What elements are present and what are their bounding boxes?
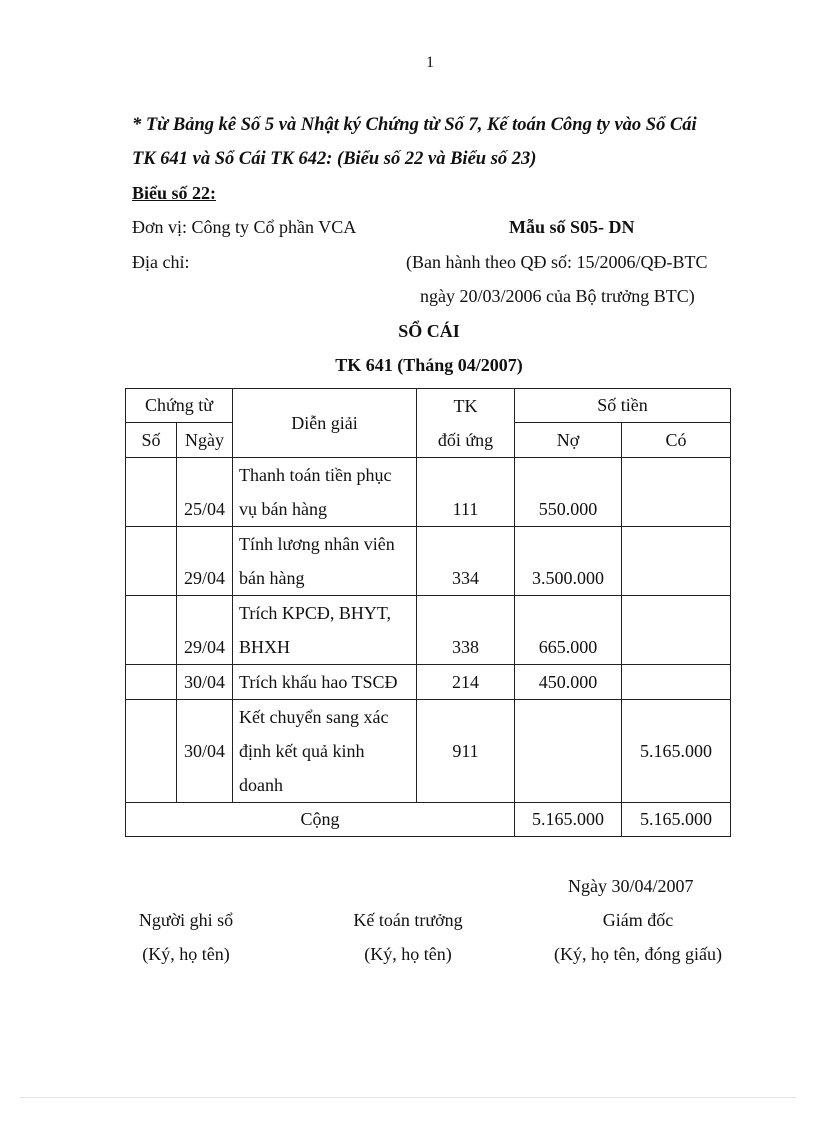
address-label: Địa chỉ: (132, 252, 190, 272)
intro-line-1: * Từ Bảng kê Số 5 và Nhật ký Chứng từ Số 7, Kế toán Công ty vào Sổ Cái (132, 115, 697, 135)
header-account-bottom: đối ứng (437, 430, 494, 450)
row-credit (622, 596, 731, 665)
row-debit: 450.000 (515, 665, 622, 700)
decree-line-1: (Ban hành theo QĐ số: 15/2006/QĐ-BTC (406, 252, 708, 272)
row-debit: 3.500.000 (515, 527, 622, 596)
chief-accountant-title: Kế toán trưởng (353, 910, 463, 930)
document-subtitle: TK 641 (Tháng 04/2007) (335, 355, 523, 375)
row-description: Trích khấu hao TSCĐ (233, 665, 417, 700)
intro-line-2: TK 641 và Sổ Cái TK 642: (Biểu số 22 và Biểu số 23) (132, 149, 537, 169)
row-debit: 550.000 (515, 458, 622, 527)
table-row (126, 527, 731, 596)
total-debit: 5.165.000 (515, 803, 622, 837)
header-voucher: Chứng từ (126, 389, 233, 423)
total-label: Cộng (126, 803, 515, 837)
row-number (126, 665, 177, 700)
row-credit (622, 665, 731, 700)
row-account: 911 (417, 700, 515, 803)
total-row (126, 803, 731, 837)
table-row (126, 596, 731, 665)
page-number: 1 (426, 54, 434, 71)
director-note: (Ký, họ tên, đóng giấu) (554, 944, 722, 964)
row-account: 338 (417, 596, 515, 665)
table-row (126, 665, 731, 700)
page-bottom-divider (20, 1097, 796, 1098)
header-debit: Nợ (515, 423, 622, 458)
row-account: 111 (417, 458, 515, 527)
row-credit: 5.165.000 (622, 700, 731, 803)
chief-accountant-note: (Ký, họ tên) (364, 944, 452, 964)
signature-date: Ngày 30/04/2007 (568, 876, 694, 896)
total-credit: 5.165.000 (622, 803, 731, 837)
row-date: 29/04 (177, 527, 233, 596)
table-row (126, 700, 731, 803)
row-debit (515, 700, 622, 803)
row-date: 25/04 (177, 458, 233, 527)
header-number: Số (126, 423, 177, 458)
row-date: 30/04 (177, 700, 233, 803)
row-description: Tính lương nhân viên bán hàng (233, 527, 417, 596)
header-description: Diễn giải (233, 389, 417, 458)
row-account: 214 (417, 665, 515, 700)
header-account (417, 389, 515, 458)
row-account: 334 (417, 527, 515, 596)
row-credit (622, 458, 731, 527)
row-date: 29/04 (177, 596, 233, 665)
row-number (126, 596, 177, 665)
header-date: Ngày (177, 423, 233, 458)
row-debit: 665.000 (515, 596, 622, 665)
row-number (126, 458, 177, 527)
director-title: Giám đốc (602, 910, 674, 930)
unit-name: Đơn vị: Công ty Cổ phần VCA (132, 217, 357, 237)
header-amount: Số tiền (515, 389, 731, 423)
row-description: Kết chuyển sang xác định kết quả kinh doanh (233, 700, 417, 803)
document-title: SỔ CÁI (398, 321, 460, 341)
recorder-note: (Ký, họ tên) (142, 944, 230, 964)
header-account-top: TK (453, 396, 478, 416)
row-number (126, 527, 177, 596)
row-date: 30/04 (177, 665, 233, 700)
row-number (126, 700, 177, 803)
row-description: Trích KPCĐ, BHYT, BHXH (233, 596, 417, 665)
form-label: Biểu số 22: (132, 183, 217, 203)
ledger-table (125, 388, 731, 837)
table-row (126, 458, 731, 527)
form-code: Mẫu số S05- DN (509, 217, 635, 237)
table-header-row (126, 389, 731, 423)
row-description: Thanh toán tiền phục vụ bán hàng (233, 458, 417, 527)
row-credit (622, 527, 731, 596)
decree-line-2: ngày 20/03/2006 của Bộ trưởng BTC) (420, 286, 695, 306)
header-credit: Có (622, 423, 731, 458)
recorder-title: Người ghi sổ (138, 910, 234, 930)
